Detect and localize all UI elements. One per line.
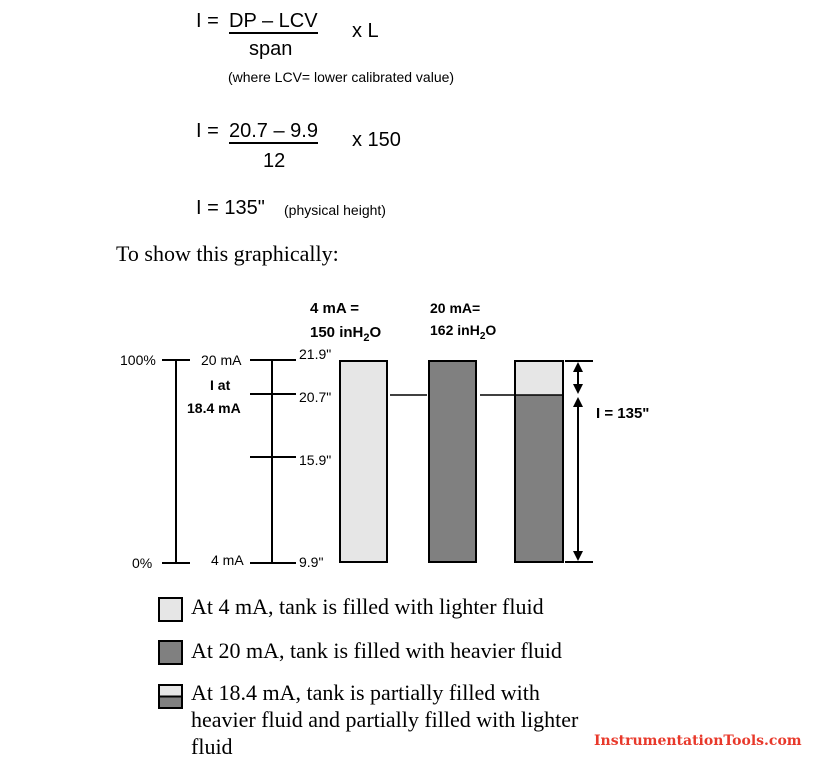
legend-item-heavy: At 20 mA, tank is filled with heavier fluid	[191, 638, 562, 663]
formula2-lhs: I =	[196, 120, 219, 142]
formula1-lhs: I =	[196, 10, 219, 32]
formula1-denominator: span	[249, 38, 293, 60]
legend-swatch-light	[158, 597, 183, 622]
label-9-9: 9.9"	[299, 554, 324, 570]
tank-heavy-fluid	[429, 361, 476, 562]
header-20ma-line2: 162 inH$_2$O	[430, 322, 497, 342]
label-i-at: I at	[210, 377, 231, 393]
label-15-9: 15.9"	[299, 452, 332, 468]
label-21-9: 21.9"	[299, 346, 332, 362]
formula2-numerator: 20.7 – 9.9	[229, 120, 318, 142]
arrow-135-bottom-head	[573, 551, 583, 561]
header-20ma-line1: 20 mA=	[430, 300, 481, 316]
legend-item-light: At 4 mA, tank is filled with lighter fluid	[191, 594, 544, 619]
intro-text: To show this graphically:	[116, 241, 339, 266]
arrow-135-top-head	[573, 397, 583, 407]
tank-partial-heavy-section	[516, 395, 562, 561]
formula2-denominator: 12	[263, 150, 286, 172]
header-4ma-line1: 4 mA =	[310, 300, 360, 317]
label-18-4ma: 18.4 mA	[187, 400, 241, 416]
formula3-result: I = 135"	[196, 197, 265, 219]
label-100-percent: 100%	[120, 352, 156, 368]
tank-light-fluid	[340, 361, 387, 562]
legend-swatch-split	[158, 684, 183, 709]
formula3-note: (physical height)	[284, 202, 386, 218]
formula1-numerator: DP – LCV	[229, 10, 318, 32]
label-20ma: 20 mA	[201, 352, 242, 368]
formula1-note: (where LCV= lower calibrated value)	[228, 69, 455, 85]
arrow-up-head	[573, 362, 583, 372]
label-4ma: 4 mA	[211, 552, 244, 568]
label-0-percent: 0%	[132, 555, 153, 571]
legend-item-partial-line1: At 18.4 mA, tank is partially filled with	[191, 680, 540, 705]
formula1-multiplier: x L	[352, 20, 379, 42]
legend-item-partial-line2: heavier fluid and partially filled with lighter	[191, 707, 579, 732]
formula2-multiplier: x 150	[352, 129, 401, 151]
arrow-down-head	[573, 384, 583, 394]
label-i-135: I = 135"	[596, 405, 650, 422]
legend-item-partial-line3: fluid	[191, 734, 233, 759]
label-20-7: 20.7"	[299, 389, 332, 405]
watermark: InstrumentationTools.com	[594, 733, 802, 749]
header-4ma-line2: 150 inH$_2$O	[310, 324, 382, 344]
legend-swatch-heavy	[158, 640, 183, 665]
